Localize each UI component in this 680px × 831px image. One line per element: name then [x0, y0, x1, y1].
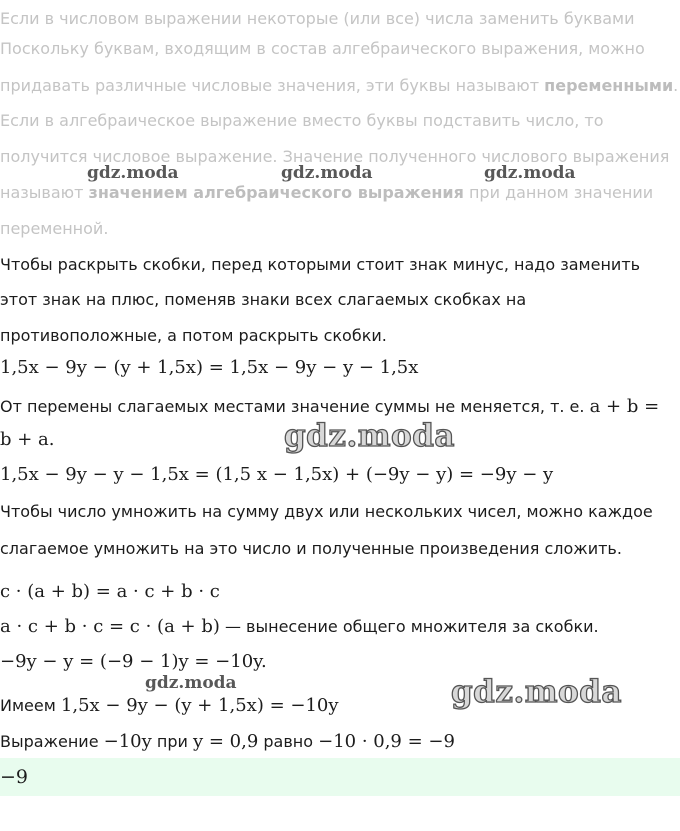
have-formula: 1,5x − 9y − (y + 1,5x) = −10y [60, 695, 339, 716]
answer-value: −9 [0, 766, 29, 788]
watermark-3: gdz.moda [484, 163, 576, 183]
equation-3: c · (a + b) = a · c + b · c [0, 581, 220, 602]
expression-line: Выражение −10y при y = 0,9 равно −10 · 0,9 = −9 [0, 731, 455, 752]
rule-minus-line-2: этот знак на плюс, поменяв знаки всех слагаемых скобках на [0, 290, 527, 309]
term-expression-value: значением алгебраического выражения [88, 183, 464, 202]
factoring-formula: a · c + b · c = c · (a + b) [0, 616, 220, 637]
commutative-line-2: b + a. [0, 429, 55, 450]
intro-line-1: Если в числовом выражении некоторые (или все) числа заменить буквами [0, 9, 635, 28]
rule-distributive-line-1: Чтобы число умножить на сумму двух или нескольких чисел, можно каждое [0, 502, 653, 521]
watermark-big-1: gdz.moda [284, 418, 455, 454]
watermark-1: gdz.moda [87, 163, 179, 183]
have-line: Имеем 1,5x − 9y − (y + 1,5x) = −10y [0, 695, 339, 716]
watermark-big-2: gdz.moda [451, 674, 622, 710]
equation-4: −9y − y = (−9 − 1)y = −10y. [0, 651, 267, 672]
answer-box [0, 758, 680, 796]
intro-line-5: получится числовое выражение. Значение полученного числового выражения [0, 147, 670, 166]
intro-line-4: Если в алгебраическое выражение вместо буквы подставить число, то [0, 111, 604, 130]
commutative-formula-a: a + b = [589, 396, 660, 417]
term-variables: переменными [544, 76, 674, 95]
equation-1: 1,5x − 9y − (y + 1,5x) = 1,5x − 9y − y − 1,5x [0, 357, 419, 378]
watermark-4: gdz.moda [145, 673, 237, 693]
intro-line-2: Поскольку буквам, входящим в состав алгебраического выражения, можно [0, 39, 645, 58]
rule-distributive-line-2: слагаемое умножить на это число и полученные произведения сложить. [0, 539, 622, 558]
factoring-line: a · c + b · c = c · (a + b) — вынесение общего множителя за скобки. [0, 616, 599, 637]
rule-minus-line-1: Чтобы раскрыть скобки, перед которыми стоит знак минус, надо заменить [0, 255, 641, 274]
commutative-line-1: От перемены слагаемых местами значение суммы не меняется, т. е. a + b = [0, 396, 660, 417]
watermark-2: gdz.moda [281, 163, 373, 183]
equation-2: 1,5x − 9y − y − 1,5x = (1,5 x − 1,5x) + (−9y − y) = −9y − y [0, 464, 554, 485]
rule-minus-line-3: противоположные, а потом раскрыть скобки. [0, 326, 387, 345]
intro-line-6: называют значением алгебраического выражения при данном значении [0, 183, 654, 202]
intro-line-7: переменной. [0, 219, 109, 238]
intro-line-3: придавать различные числовые значения, эти буквы называют переменными. [0, 76, 679, 95]
